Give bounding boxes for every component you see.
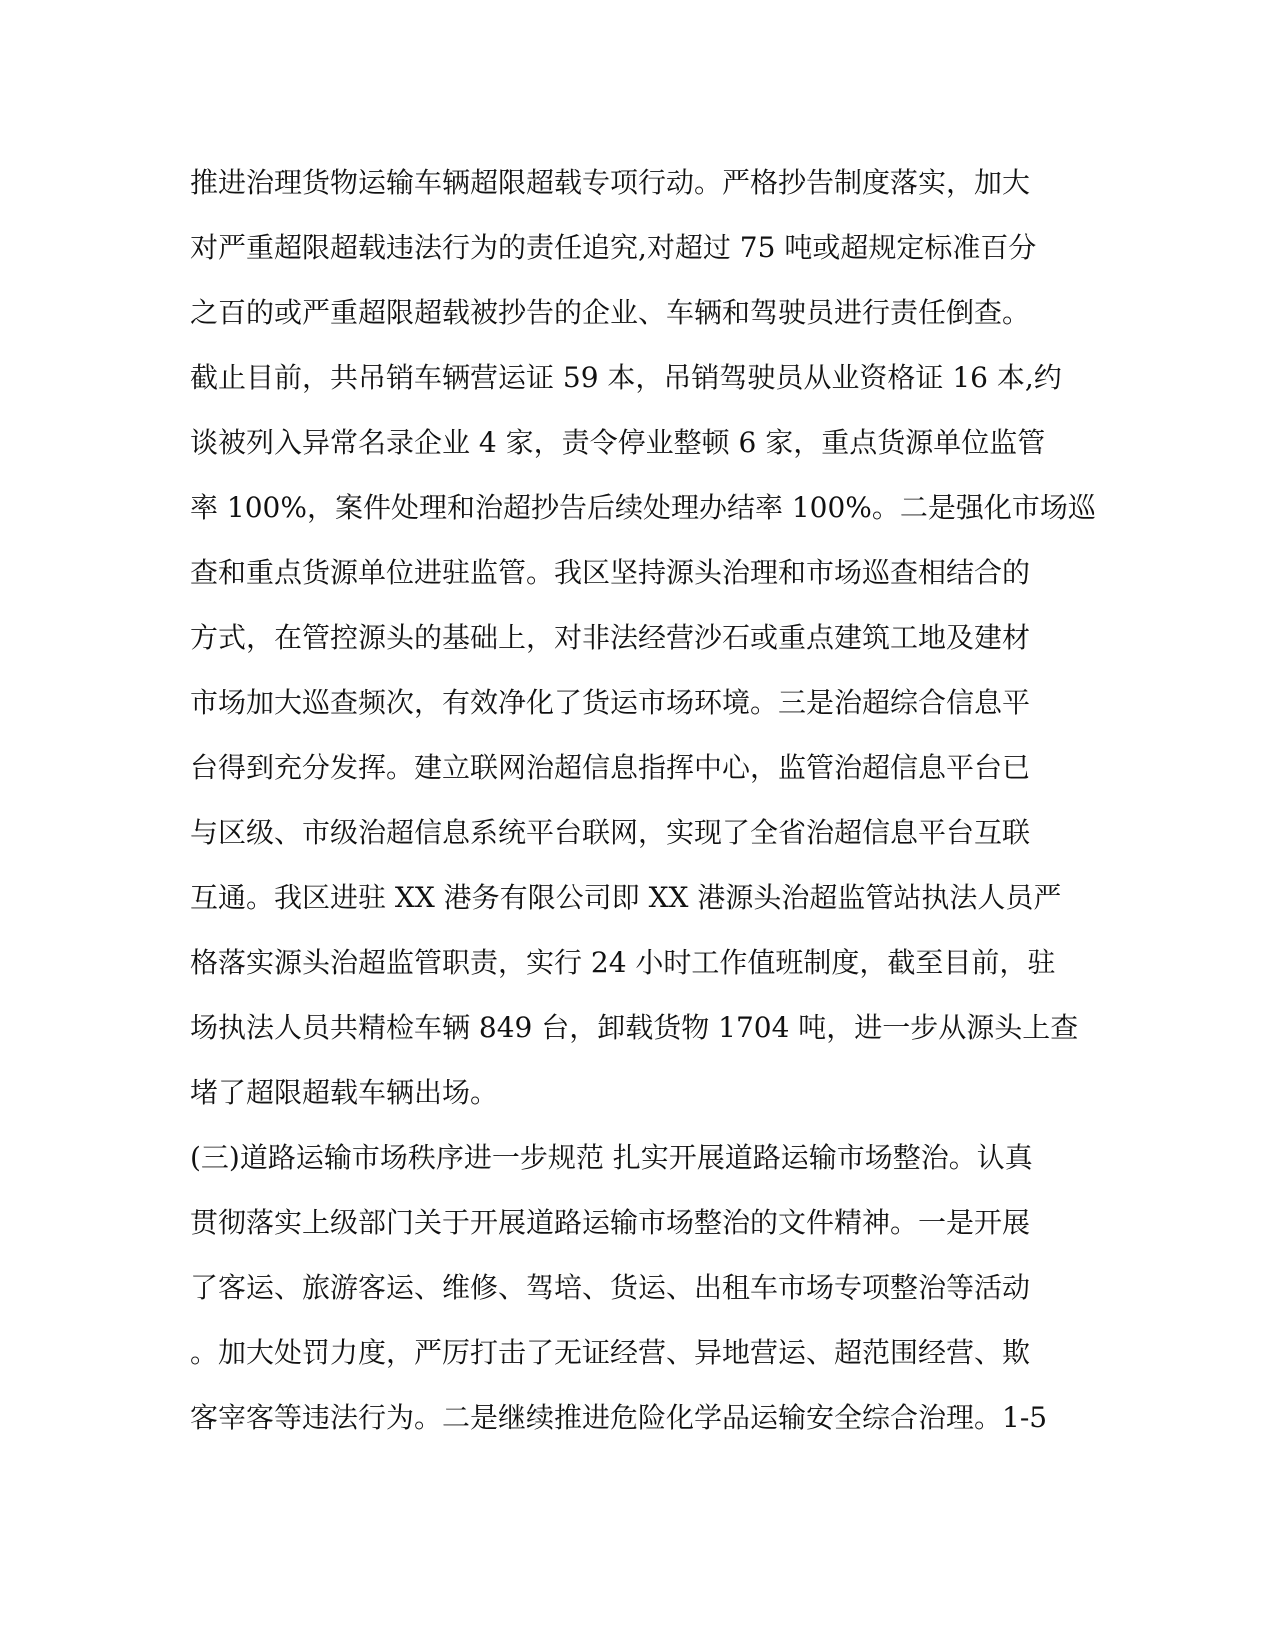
text-line: 率 100%，案件处理和治超抄告后续处理办结率 100%。二是强化市场巡 — [190, 491, 1096, 524]
text-line: 格落实源头治超监管职责，实行 24 小时工作值班制度，截至目前，驻 — [190, 946, 1056, 979]
section-heading-line: (三)道路运输市场秩序进一步规范 扎实开展道路运输市场整治。认真 — [190, 1141, 1033, 1174]
text-line: 市场加大巡查频次，有效净化了货运市场环境。三是治超综合信息平 — [190, 686, 1031, 719]
text-line: 台得到充分发挥。建立联网治超信息指挥中心，监管治超信息平台已 — [190, 751, 1031, 784]
text-line: 推进治理货物运输车辆超限超载专项行动。严格抄告制度落实，加大 — [190, 166, 1031, 199]
body-text — [190, 163, 1096, 1463]
text-line: 。加大处罚力度，严厉打击了无证经营、异地营运、超范围经营、欺 — [190, 1336, 1031, 1369]
text-line: 查和重点货源单位进驻监管。我区坚持源头治理和市场巡查相结合的 — [190, 556, 1031, 589]
text-line: 场执法人员共精检车辆 849 台，卸载货物 1704 吨，进一步从源头上查 — [190, 1011, 1079, 1044]
text-line: 对严重超限超载违法行为的责任追究,对超过 75 吨或超规定标准百分 — [190, 231, 1037, 264]
text-line: 互通。我区进驻 XX 港务有限公司即 XX 港源头治超监管站执法人员严 — [190, 881, 1062, 914]
text-line: 客宰客等违法行为。二是继续推进危险化学品运输安全综合治理。1-5 — [190, 1401, 1048, 1434]
text-line: 堵了超限超载车辆出场。 — [190, 1076, 499, 1109]
text-line: 了客运、旅游客运、维修、驾培、货运、出租车市场专项整治等活动 — [190, 1271, 1031, 1304]
text-line: 之百的或严重超限超载被抄告的企业、车辆和驾驶员进行责任倒查。 — [190, 296, 1031, 329]
text-line: 方式，在管控源头的基础上，对非法经营沙石或重点建筑工地及建材 — [190, 621, 1031, 654]
text-line: 截止目前，共吊销车辆营运证 59 本，吊销驾驶员从业资格证 16 本,约 — [190, 361, 1062, 394]
text-line: 谈被列入异常名录企业 4 家，责令停业整顿 6 家，重点货源单位监管 — [190, 426, 1046, 459]
text-line: 贯彻落实上级部门关于开展道路运输市场整治的文件精神。一是开展 — [190, 1206, 1031, 1239]
text-line: 与区级、市级治超信息系统平台联网，实现了全省治超信息平台互联 — [190, 816, 1031, 849]
